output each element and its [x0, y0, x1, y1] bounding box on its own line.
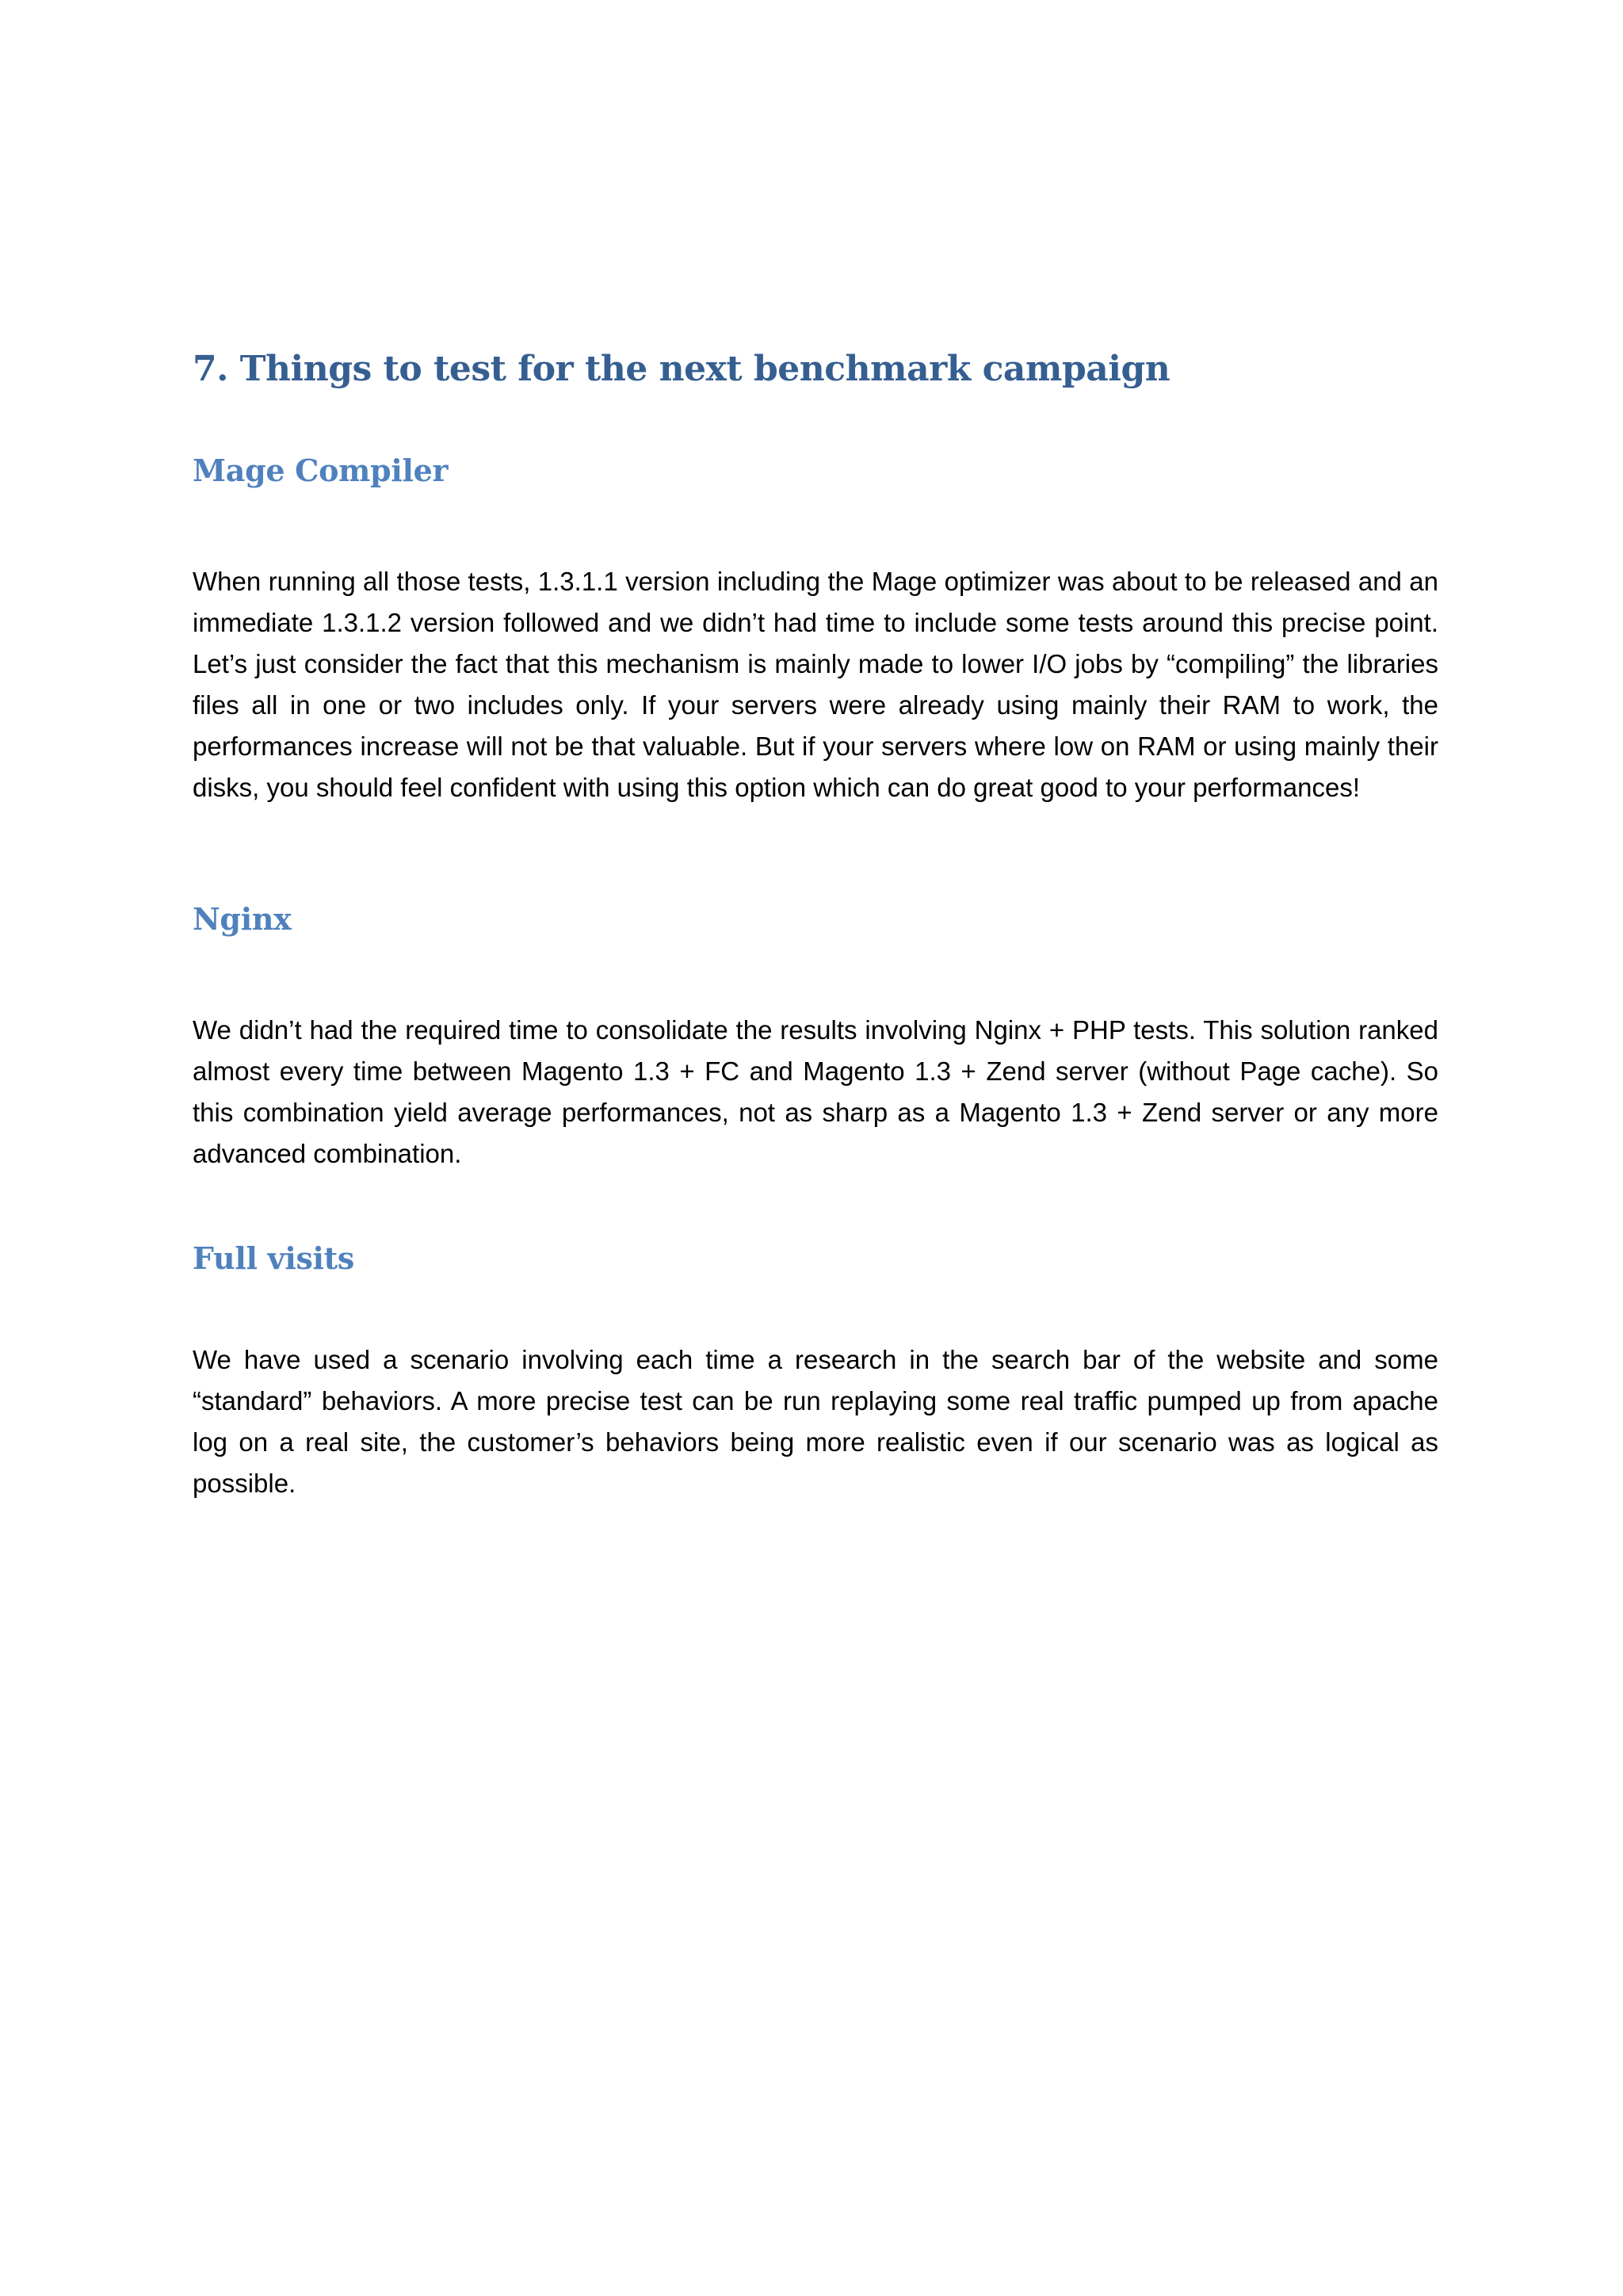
section-title: 7. Things to test for the next benchmark campaign [193, 349, 1170, 389]
paragraph-nginx: We didn’t had the required time to consolidate the results involving Nginx + PHP tests. This solution ranked almost every time between Magento 1.3 + FC and Magento 1.3 + Zend server (without Page cache). So this combination yield average performances, not as sharp as a Magento 1.3 + Zend server or any more advanced combination. [193, 1015, 1438, 1168]
subsection-heading-nginx: Nginx [193, 901, 292, 937]
paragraph-mage-compiler: When running all those tests, 1.3.1.1 version including the Mage optimizer was about to be released and an immediate 1.3.1.2 version followed and we didn’t had time to include some tests around this precise point. Let’s just consider the fact that this mechanism is mainly made to lower I/O jobs by “compiling” the libraries files all in one or two includes only. If your servers were already using mainly their RAM to work, the performances increase will not be that valuable. But if your servers where low on RAM or using mainly their disks, you should feel confident with using this option which can do great good to your performances! [193, 567, 1438, 802]
page-content [193, 346, 1438, 1504]
paragraph-full-visits: We have used a scenario involving each time a research in the search bar of the website and some “standard” behaviors. A more precise test can be run replaying some real traffic pumped up from apache log on a real site, the customer’s behaviors being more realistic even if our scenario was as logical as possible. [193, 1345, 1438, 1498]
subsection-heading-full-visits: Full visits [193, 1240, 355, 1276]
subsection-heading-mage-compiler: Mage Compiler [193, 453, 449, 488]
